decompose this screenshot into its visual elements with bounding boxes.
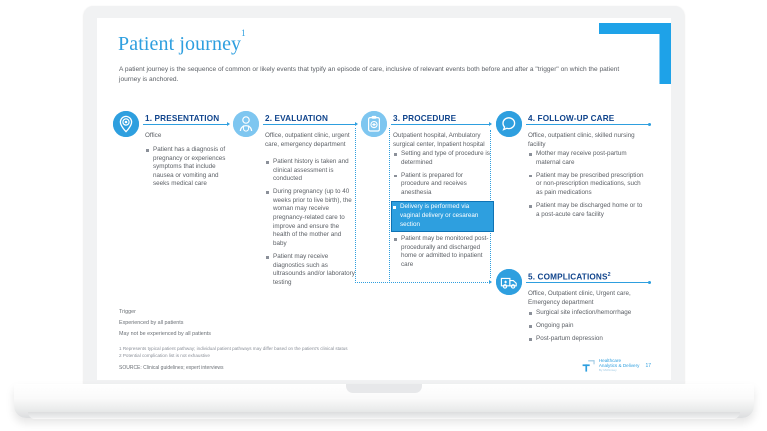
stage-bullets-procedure — [393, 150, 493, 274]
legend-label: Trigger — [119, 309, 136, 315]
stage-title-presentation: 1. PRESENTATION — [145, 114, 220, 123]
dotted-branch-horizontal — [355, 282, 490, 283]
stage-bullets-complications — [528, 309, 658, 348]
page-title-text: Patient journey — [118, 33, 242, 55]
connector-3-to-4 — [391, 124, 490, 125]
stage-setting-procedure: Outpatient hospital, Ambulatory surgical center, Inpatient hospital — [393, 132, 485, 148]
connector-end-dot — [648, 123, 651, 126]
connector-2-to-3-arrow — [355, 122, 358, 126]
stage-title-follow-up-care: 4. FOLLOW-UP CARE — [528, 114, 615, 123]
dotted-branch-arrow — [489, 280, 492, 284]
brand-line-1: Healthcare — [598, 358, 622, 364]
list-item: Patient history is taken and clinical assessment is conducted — [265, 158, 355, 184]
laptop-foot — [28, 412, 740, 419]
stage-title-procedure: 3. PROCEDURE — [393, 114, 457, 123]
list-item: Post-partum depression — [528, 335, 658, 344]
page-number: 17 — [645, 362, 651, 369]
legend-label: May not be experienced by all patients — [119, 331, 211, 337]
clipboard-medical-icon — [361, 111, 387, 137]
stage-bullets-presentation — [145, 146, 229, 193]
list-item: Surgical site infection/hemorrhage — [528, 309, 658, 318]
stage-setting-complications: Office, Outpatient clinic, Urgent care, Emergency department — [528, 290, 631, 306]
list-item: During pregnancy (up to 40 weeks prior to live birth), the woman may receive pregnancy-related care to improve and ensure the health of the mother and baby — [265, 188, 355, 248]
stage-title-complications-text: 5. COMPLICATIONS — [528, 272, 608, 282]
connector-1-to-2-arrow — [227, 122, 230, 126]
ambulance-icon — [496, 269, 522, 295]
doctor-stethoscope-icon — [233, 111, 259, 137]
list-item: Mother may receive post-partum maternal care — [528, 150, 646, 167]
location-pin-icon — [113, 111, 139, 137]
source-line: SOURCE: Clinical guidelines; expert interviews — [119, 365, 224, 371]
list-item: Patient may be prescribed prescription or non-prescription medications, such as pain medications — [528, 172, 646, 198]
list-item: Patient has a diagnosis of pregnancy or experiences symptoms that include nausea or vomiting and seeks medical care — [145, 146, 229, 189]
list-item: Patient is prepared for procedure and receives anesthesia — [393, 172, 493, 198]
dotted-branch-mid-vertical — [389, 128, 390, 283]
stage-title-complications-footnote-marker: 2 — [607, 272, 611, 278]
stage-setting-follow-up-care: Office, outpatient clinic, skilled nursing facility — [528, 132, 635, 148]
list-item: Ongoing pain — [528, 322, 658, 331]
connector-5-to-end — [526, 282, 651, 283]
laptop-screen — [97, 18, 671, 380]
footnote-1: 1 Represents typical patient pathway; individual patient pathways may differ based on the patient's clinical status — [119, 346, 348, 351]
brand-logo-icon — [582, 359, 596, 372]
stage-title-complications — [528, 272, 611, 282]
dotted-branch-left-vertical — [355, 128, 356, 283]
brand-text — [599, 359, 640, 372]
stage-bullets-evaluation — [265, 158, 355, 292]
stage-setting-presentation: Office — [145, 132, 162, 139]
connector-1-to-2 — [143, 124, 228, 125]
list-item-highlighted[interactable]: Delivery is performed via vaginal delivery or cesarean section — [392, 202, 493, 231]
page-title-footnote-marker: 1 — [241, 28, 246, 39]
list-item: Patient may receive diagnostics such as ultrasounds and/or laboratory testing — [265, 253, 355, 287]
list-item: Setting and type of procedure is determined — [393, 150, 493, 167]
brand-line-3: By McKinsey — [598, 367, 617, 372]
connector-3-to-4-arrow — [489, 122, 492, 126]
laptop-notch — [346, 384, 422, 393]
slide-intro-text: A patient journey is the sequence of common or likely events that typify an episode of care, inclusive of relevant events both before and after a "trigger" on which the patient journey is anchored. — [119, 66, 620, 83]
brand-line-2: Analytics & Delivery — [598, 362, 640, 368]
stage-title-evaluation: 2. EVALUATION — [265, 114, 329, 123]
footnotes — [119, 346, 348, 359]
stage-bullets-follow-up-care — [528, 150, 646, 224]
legend-label: Experienced by all patients — [119, 320, 184, 326]
connector-2-to-3 — [263, 124, 356, 125]
list-item: Patient may be monitored post-procedurally and discharged home or admitted to inpatient care — [393, 235, 493, 269]
brand-lockup — [582, 359, 651, 372]
speech-bubble-icon — [496, 111, 522, 137]
connector-4-to-end — [526, 124, 651, 125]
stage-setting-evaluation: Office, outpatient clinic, urgent care, emergency department — [265, 132, 350, 148]
connector-5-end-dot — [648, 281, 651, 284]
list-item: Patient may be discharged home or to a post-acute care facility — [528, 202, 646, 219]
presentation-slide — [97, 18, 671, 380]
footnote-2: 2 Potential complication list is not exhaustive — [119, 352, 210, 358]
